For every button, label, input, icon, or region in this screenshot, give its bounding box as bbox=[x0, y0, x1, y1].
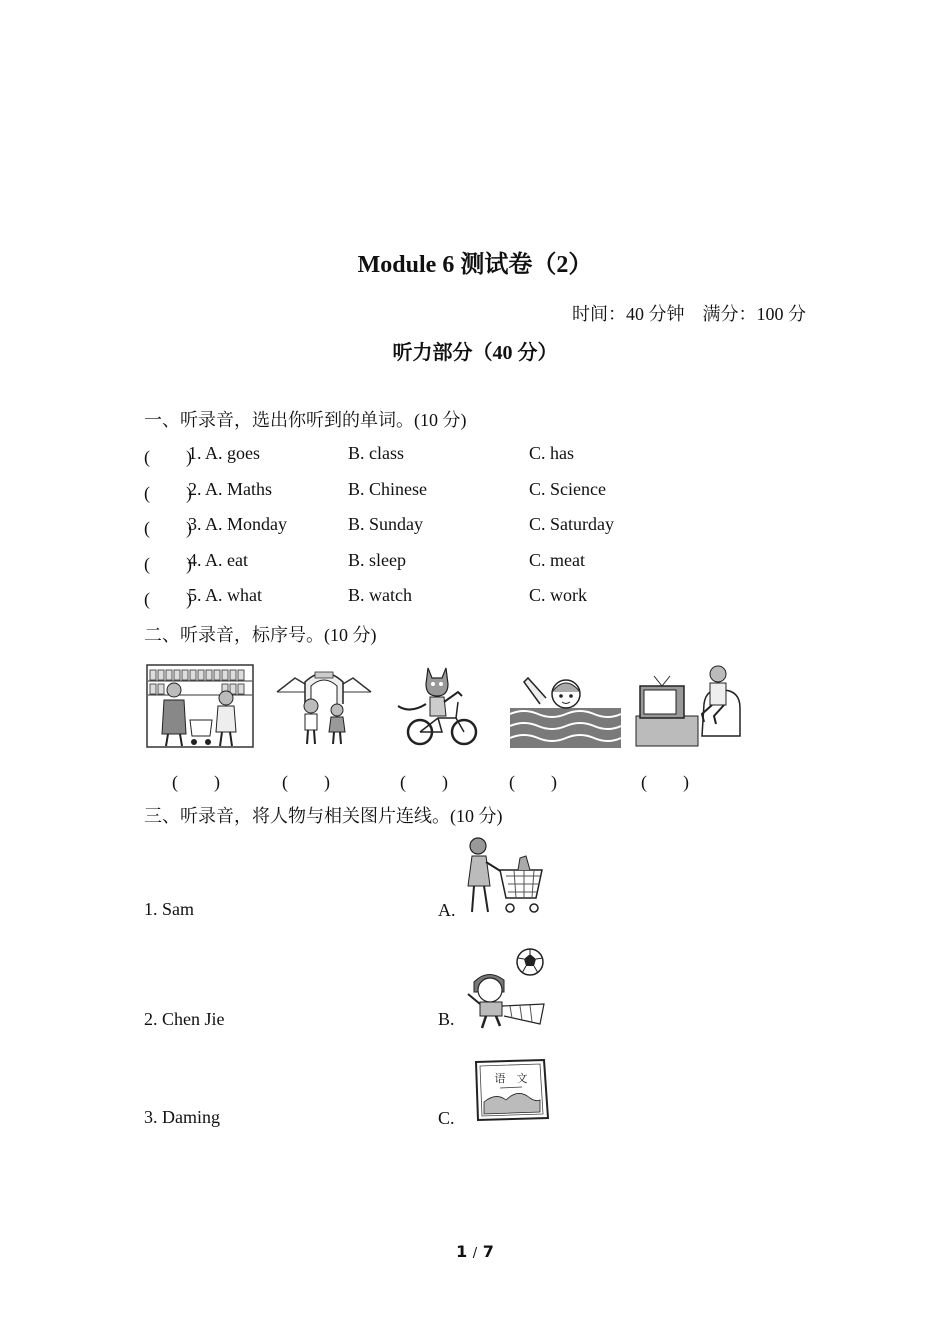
football-icon bbox=[464, 946, 550, 1030]
option-c: C. meat bbox=[529, 550, 585, 570]
answer-blank[interactable]: ( ) bbox=[144, 518, 192, 538]
option-c: C. Science bbox=[529, 479, 606, 499]
option-b: B. sleep bbox=[348, 550, 406, 570]
book-title: 语 文 bbox=[494, 1072, 528, 1085]
section3-heading: 三、听录音，将人物与相关图片连线。(10 分) bbox=[144, 806, 503, 826]
section1-heading: 一、听录音，选出你听到的单词。(10 分) bbox=[144, 410, 467, 430]
option-c: C. has bbox=[529, 443, 574, 463]
cat-on-bike-icon bbox=[390, 664, 484, 748]
option-b: B. Sunday bbox=[348, 514, 424, 534]
page-separator: / bbox=[472, 1246, 478, 1261]
book-icon bbox=[470, 1058, 550, 1122]
person-sam: 1. Sam bbox=[144, 899, 195, 919]
option-a-label: A. bbox=[438, 900, 456, 920]
option-a: 2. A. Maths bbox=[188, 479, 273, 499]
question-row bbox=[144, 550, 804, 574]
swimming-picture bbox=[510, 664, 621, 748]
chinese-book-picture bbox=[470, 1058, 550, 1122]
answer-blank[interactable]: ( ) bbox=[144, 554, 192, 574]
picture-blank-5[interactable]: ( ) bbox=[641, 772, 689, 792]
shopping-cart-picture bbox=[462, 836, 546, 916]
option-b: B. watch bbox=[348, 585, 412, 605]
gate-picture bbox=[275, 664, 373, 748]
school-gate-icon bbox=[275, 664, 373, 748]
person-daming: 3. Daming bbox=[144, 1107, 220, 1127]
shopping-cart-icon bbox=[462, 836, 546, 916]
question-row bbox=[144, 479, 804, 503]
page-number bbox=[0, 1242, 950, 1261]
option-c: C. work bbox=[529, 585, 587, 605]
option-b: B. class bbox=[348, 443, 404, 463]
option-a: 1. A. goes bbox=[188, 443, 260, 463]
supermarket-picture bbox=[146, 664, 254, 748]
question-row bbox=[144, 443, 804, 467]
option-c-label: C. bbox=[438, 1108, 455, 1128]
section2-heading: 二、听录音，标序号。(10 分) bbox=[144, 625, 377, 645]
tv-picture bbox=[634, 664, 744, 748]
option-b-label: B. bbox=[438, 1009, 455, 1029]
option-a: 3. A. Monday bbox=[188, 514, 287, 534]
time-score-info: 时间：40 分钟 满分：100 分 bbox=[572, 304, 806, 324]
cat-bike-picture bbox=[390, 664, 484, 748]
answer-blank[interactable]: ( ) bbox=[144, 483, 192, 503]
part-title: 听力部分（40 分） bbox=[392, 342, 558, 364]
swimming-icon bbox=[510, 664, 621, 748]
person-chen-jie: 2. Chen Jie bbox=[144, 1009, 225, 1029]
question-row bbox=[144, 585, 804, 609]
picture-blank-2[interactable]: ( ) bbox=[282, 772, 330, 792]
option-b: B. Chinese bbox=[348, 479, 427, 499]
football-picture bbox=[464, 946, 550, 1030]
picture-blank-3[interactable]: ( ) bbox=[400, 772, 448, 792]
question-row bbox=[144, 514, 804, 538]
current-page: 1 bbox=[456, 1242, 468, 1261]
supermarket-icon bbox=[146, 664, 254, 748]
option-a: 4. A. eat bbox=[188, 550, 248, 570]
picture-blank-4[interactable]: ( ) bbox=[509, 772, 557, 792]
option-a: 5. A. what bbox=[188, 585, 262, 605]
answer-blank[interactable]: ( ) bbox=[144, 447, 192, 467]
page-title: Module 6 测试卷（2） bbox=[357, 252, 593, 278]
picture-blank-1[interactable]: ( ) bbox=[172, 772, 220, 792]
answer-blank[interactable]: ( ) bbox=[144, 589, 192, 609]
option-c: C. Saturday bbox=[529, 514, 614, 534]
total-pages: 7 bbox=[482, 1242, 494, 1261]
watching-tv-icon bbox=[634, 664, 744, 748]
